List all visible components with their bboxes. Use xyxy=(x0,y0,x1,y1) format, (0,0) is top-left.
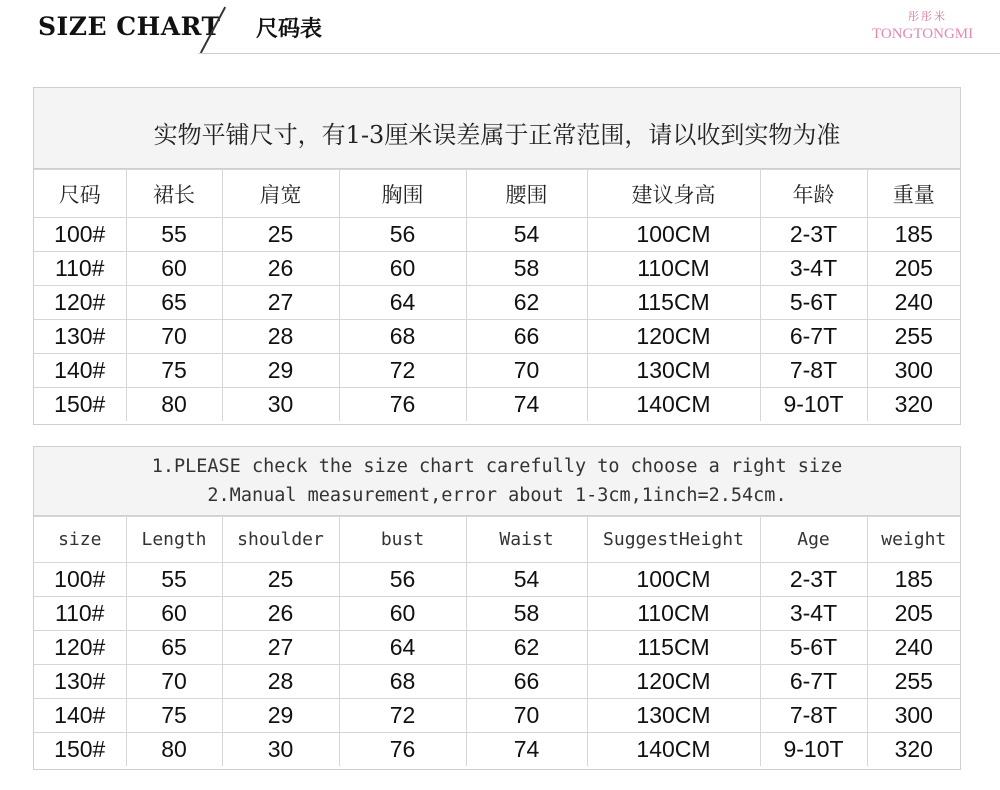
column-header: bust xyxy=(339,517,466,563)
table-cell: 68 xyxy=(339,320,466,354)
measurement-note-line-1: 1.PLEASE check the size chart carefully to choose a right size xyxy=(151,456,843,477)
size-chart-en xyxy=(33,446,961,770)
table-header-row xyxy=(34,517,960,563)
table-cell: 70 xyxy=(466,699,587,733)
size-table-en xyxy=(34,516,960,766)
note-box-cn xyxy=(34,88,960,169)
table-cell: 72 xyxy=(339,354,466,388)
table-row xyxy=(34,320,960,354)
table-cell: 65 xyxy=(126,631,222,665)
table-cell: 74 xyxy=(466,388,587,422)
page-header xyxy=(0,0,1000,62)
table-cell: 140# xyxy=(34,699,126,733)
page-title-cn: 尺码表 xyxy=(256,16,323,42)
table-row xyxy=(34,218,960,252)
table-row xyxy=(34,597,960,631)
table-cell: 120# xyxy=(34,286,126,320)
column-header: size xyxy=(34,517,126,563)
table-row xyxy=(34,563,960,597)
table-cell: 150# xyxy=(34,388,126,422)
table-row xyxy=(34,665,960,699)
table-cell: 80 xyxy=(126,388,222,422)
table-cell: 9-10T xyxy=(760,388,867,422)
table-cell: 120# xyxy=(34,631,126,665)
table-cell: 100CM xyxy=(587,563,760,597)
table-cell: 320 xyxy=(867,388,960,422)
table-cell: 26 xyxy=(222,597,339,631)
table-cell: 185 xyxy=(867,218,960,252)
table-cell: 300 xyxy=(867,699,960,733)
table-cell: 66 xyxy=(466,320,587,354)
table-cell: 70 xyxy=(126,665,222,699)
column-header: 胸围 xyxy=(339,170,466,218)
measurement-note-line-2: 2.Manual measurement,error about 1-3cm,1inch=2.54cm. xyxy=(207,485,787,506)
table-cell: 66 xyxy=(466,665,587,699)
table-cell: 140CM xyxy=(587,733,760,767)
column-header: weight xyxy=(867,517,960,563)
table-cell: 62 xyxy=(466,286,587,320)
table-cell: 76 xyxy=(339,388,466,422)
table-cell: 72 xyxy=(339,699,466,733)
table-cell: 60 xyxy=(339,252,466,286)
table-cell: 185 xyxy=(867,563,960,597)
table-cell: 255 xyxy=(867,665,960,699)
table-cell: 60 xyxy=(339,597,466,631)
table-cell: 29 xyxy=(222,699,339,733)
table-cell: 130CM xyxy=(587,354,760,388)
table-row xyxy=(34,252,960,286)
table-cell: 55 xyxy=(126,563,222,597)
table-cell: 74 xyxy=(466,733,587,767)
table-cell: 62 xyxy=(466,631,587,665)
table-cell: 7-8T xyxy=(760,354,867,388)
table-cell: 54 xyxy=(466,563,587,597)
column-header: 建议身高 xyxy=(587,170,760,218)
table-cell: 5-6T xyxy=(760,286,867,320)
table-cell: 64 xyxy=(339,286,466,320)
size-chart-cn xyxy=(33,87,961,425)
table-cell: 60 xyxy=(126,252,222,286)
table-cell: 70 xyxy=(466,354,587,388)
measurement-note-cn: 实物平铺尺寸，有1-3厘米误差属于正常范围，请以收到实物为准 xyxy=(153,121,841,149)
table-cell: 100# xyxy=(34,563,126,597)
table-cell: 70 xyxy=(126,320,222,354)
table-cell: 28 xyxy=(222,320,339,354)
table-row xyxy=(34,631,960,665)
table-cell: 300 xyxy=(867,354,960,388)
header-rule xyxy=(198,53,1000,54)
table-row xyxy=(34,388,960,422)
note-box-en xyxy=(34,447,960,516)
table-row xyxy=(34,354,960,388)
brand-logo-cn: 彤彤米 xyxy=(908,10,947,23)
table-cell: 205 xyxy=(867,597,960,631)
table-cell: 110CM xyxy=(587,252,760,286)
table-cell: 75 xyxy=(126,354,222,388)
table-cell: 65 xyxy=(126,286,222,320)
column-header: shoulder xyxy=(222,517,339,563)
table-cell: 9-10T xyxy=(760,733,867,767)
table-cell: 205 xyxy=(867,252,960,286)
table-cell: 3-4T xyxy=(760,252,867,286)
table-cell: 110# xyxy=(34,597,126,631)
column-header: 尺码 xyxy=(34,170,126,218)
column-header: 年龄 xyxy=(760,170,867,218)
column-header: Waist xyxy=(466,517,587,563)
table-cell: 56 xyxy=(339,563,466,597)
table-cell: 60 xyxy=(126,597,222,631)
table-cell: 29 xyxy=(222,354,339,388)
table-cell: 150# xyxy=(34,733,126,767)
column-header: 肩宽 xyxy=(222,170,339,218)
table-cell: 130# xyxy=(34,665,126,699)
table-cell: 2-3T xyxy=(760,218,867,252)
table-cell: 27 xyxy=(222,286,339,320)
table-cell: 76 xyxy=(339,733,466,767)
table-cell: 120CM xyxy=(587,320,760,354)
table-cell: 25 xyxy=(222,563,339,597)
size-table-cn xyxy=(34,169,960,421)
table-cell: 64 xyxy=(339,631,466,665)
table-cell: 5-6T xyxy=(760,631,867,665)
column-header: 裙长 xyxy=(126,170,222,218)
column-header: 腰围 xyxy=(466,170,587,218)
table-cell: 25 xyxy=(222,218,339,252)
table-cell: 140CM xyxy=(587,388,760,422)
table-cell: 115CM xyxy=(587,286,760,320)
table-cell: 30 xyxy=(222,733,339,767)
column-header: SuggestHeight xyxy=(587,517,760,563)
table-cell: 75 xyxy=(126,699,222,733)
table-cell: 58 xyxy=(466,597,587,631)
column-header: Length xyxy=(126,517,222,563)
brand-logo: TONGTONGMI xyxy=(872,26,974,42)
table-cell: 255 xyxy=(867,320,960,354)
table-cell: 80 xyxy=(126,733,222,767)
table-cell: 6-7T xyxy=(760,665,867,699)
table-row xyxy=(34,699,960,733)
table-cell: 100# xyxy=(34,218,126,252)
table-cell: 54 xyxy=(466,218,587,252)
table-cell: 27 xyxy=(222,631,339,665)
table-cell: 130# xyxy=(34,320,126,354)
table-cell: 110# xyxy=(34,252,126,286)
table-cell: 3-4T xyxy=(760,597,867,631)
table-cell: 68 xyxy=(339,665,466,699)
table-cell: 240 xyxy=(867,286,960,320)
table-cell: 7-8T xyxy=(760,699,867,733)
table-cell: 110CM xyxy=(587,597,760,631)
table-cell: 240 xyxy=(867,631,960,665)
column-header: Age xyxy=(760,517,867,563)
table-cell: 26 xyxy=(222,252,339,286)
table-cell: 100CM xyxy=(587,218,760,252)
table-cell: 130CM xyxy=(587,699,760,733)
page-title: SIZE CHART xyxy=(38,12,221,41)
table-cell: 28 xyxy=(222,665,339,699)
table-row xyxy=(34,286,960,320)
table-cell: 2-3T xyxy=(760,563,867,597)
table-cell: 320 xyxy=(867,733,960,767)
table-cell: 115CM xyxy=(587,631,760,665)
table-cell: 30 xyxy=(222,388,339,422)
table-cell: 58 xyxy=(466,252,587,286)
table-cell: 140# xyxy=(34,354,126,388)
table-header-row xyxy=(34,170,960,218)
table-cell: 6-7T xyxy=(760,320,867,354)
column-header: 重量 xyxy=(867,170,960,218)
table-cell: 55 xyxy=(126,218,222,252)
table-cell: 56 xyxy=(339,218,466,252)
table-row xyxy=(34,733,960,767)
table-cell: 120CM xyxy=(587,665,760,699)
